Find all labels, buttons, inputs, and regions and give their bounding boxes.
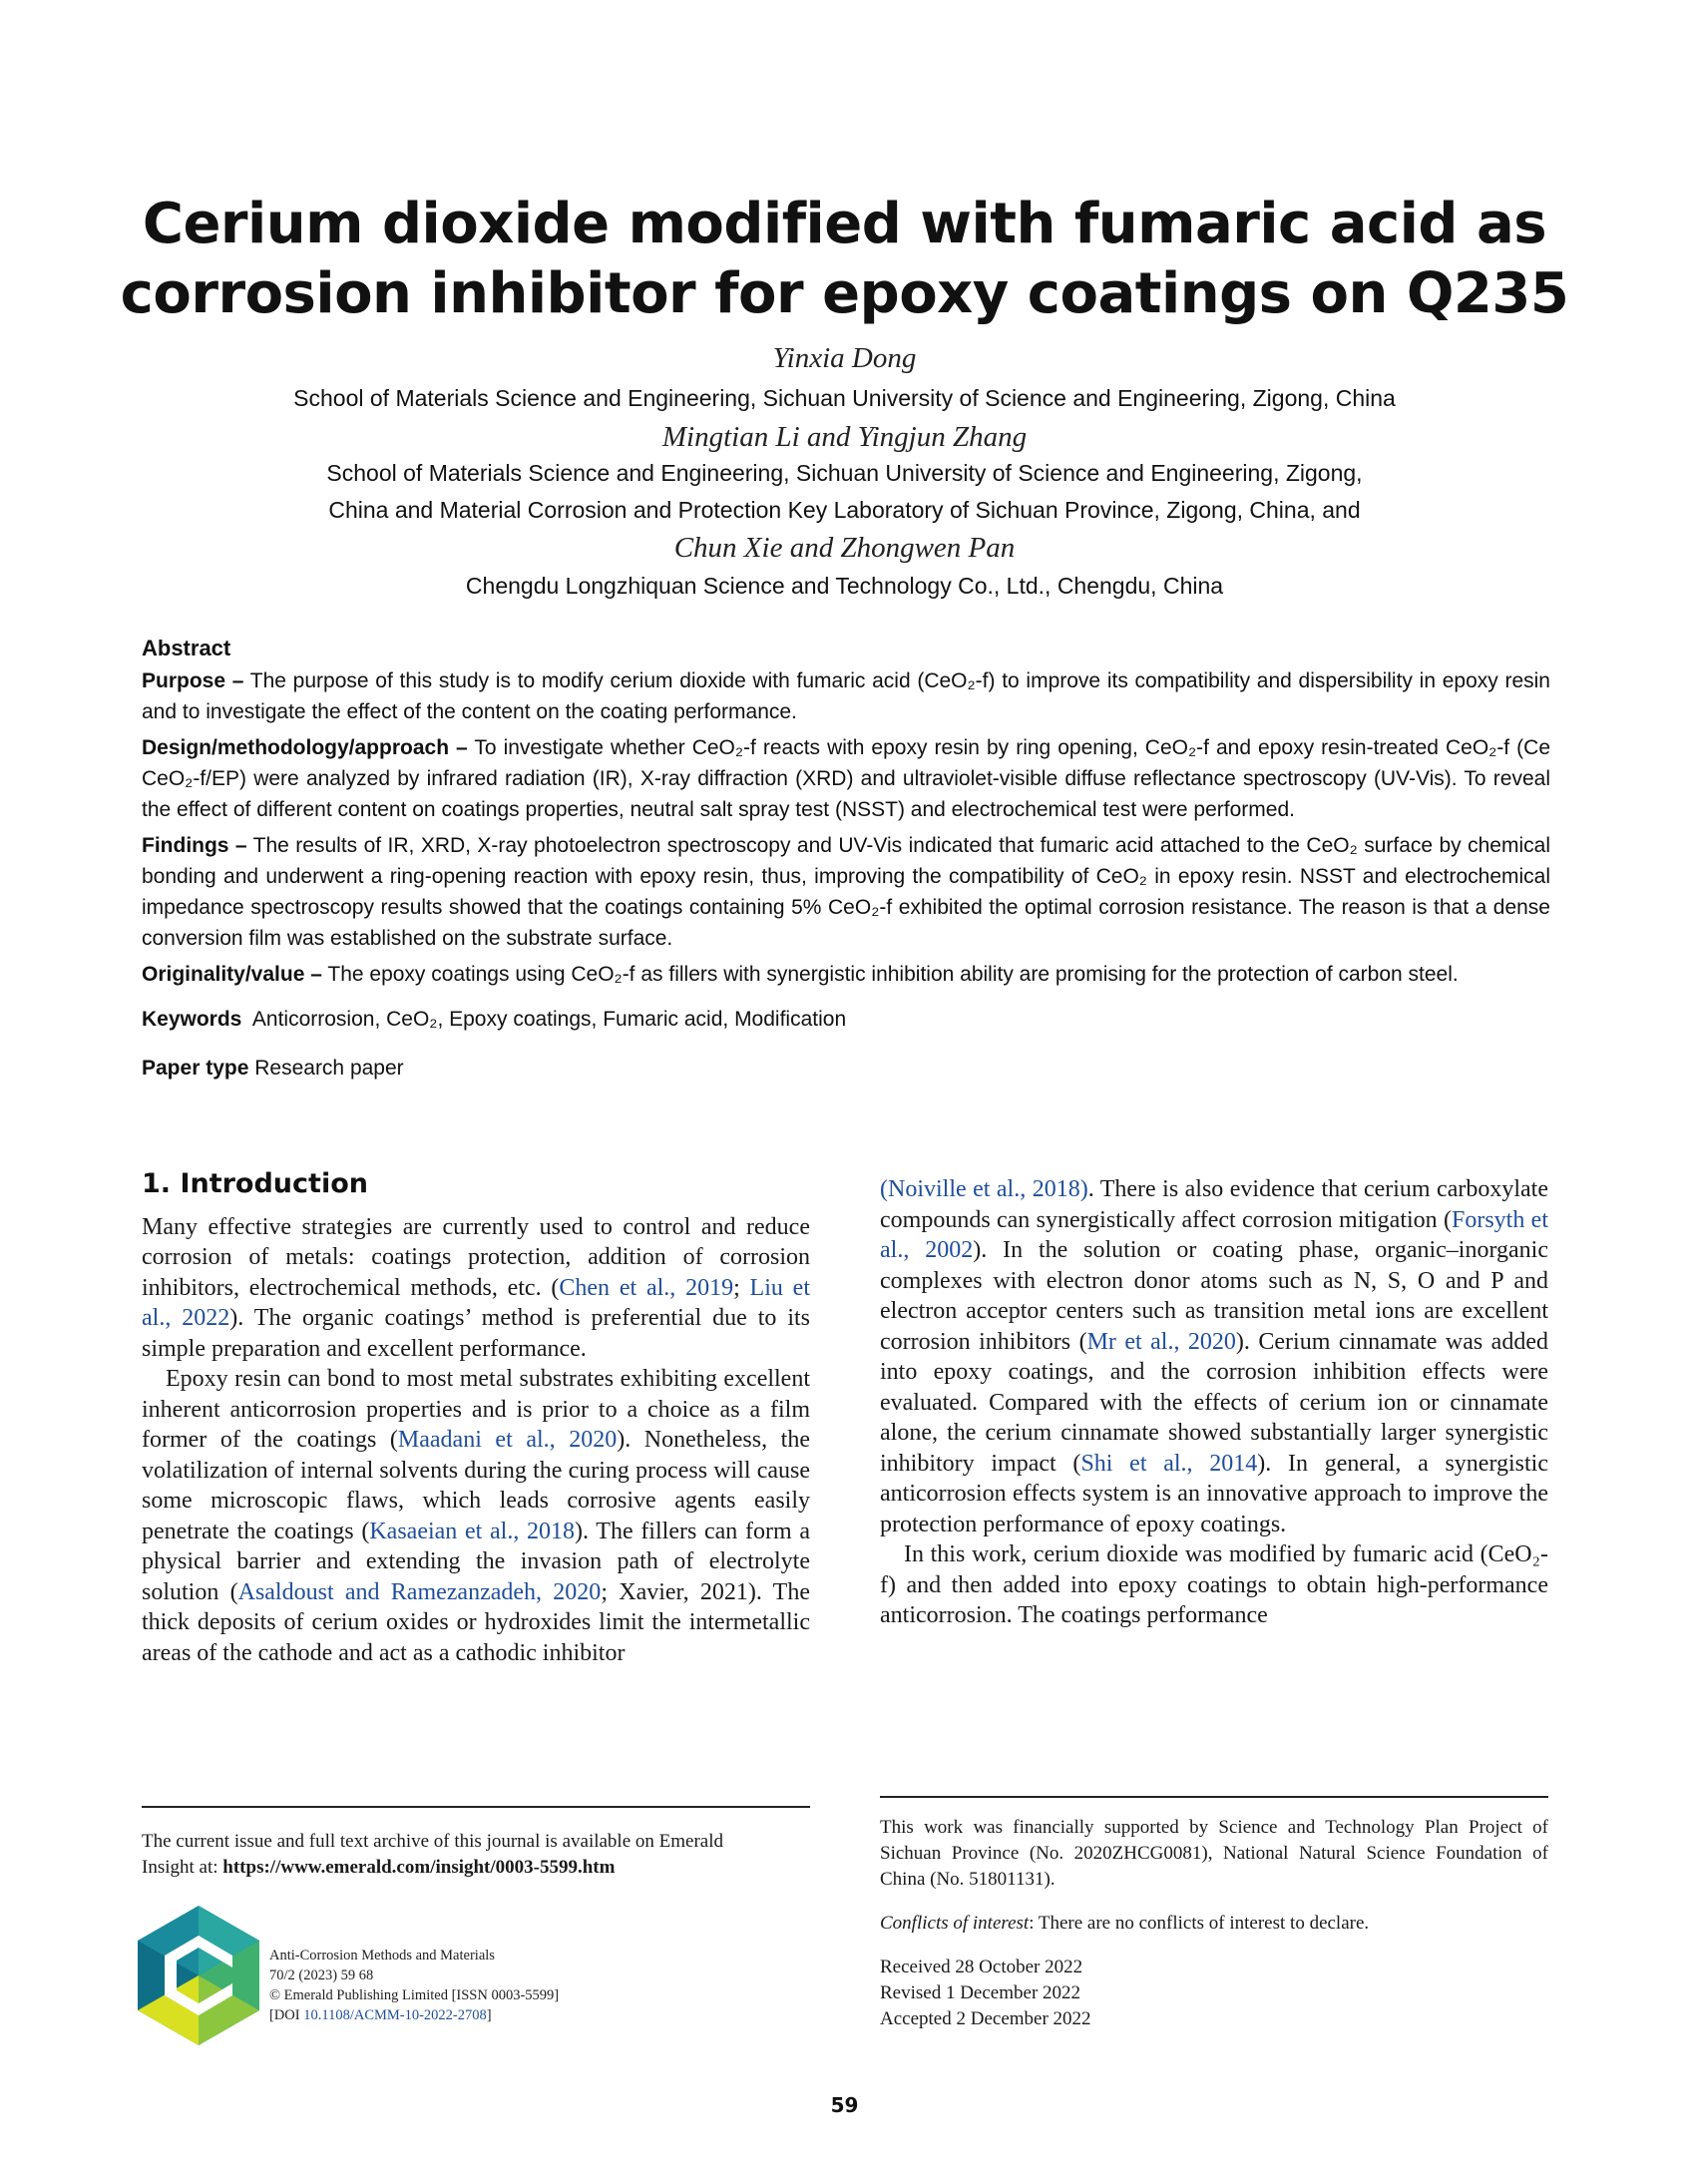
- citation-link[interactable]: Kasaeian et al., 2018: [369, 1518, 576, 1544]
- citation-link[interactable]: Maadani et al., 2020: [397, 1427, 618, 1453]
- footnote-divider-right: [880, 1796, 1548, 1798]
- papertype-text: Research paper: [254, 1057, 404, 1080]
- citation-link[interactable]: Mr et al., 2020: [1086, 1328, 1236, 1355]
- keywords-text: Anticorrosion, CeO₂, Epoxy coatings, Fumaric acid, Modification: [251, 1008, 847, 1031]
- title-line-1: Cerium dioxide modified with fumaric acid as: [142, 192, 1547, 256]
- conflicts-statement: Conflicts of interest: There are no conflicts of interest to declare.: [880, 1913, 1370, 1934]
- citation-link[interactable]: Liu et al., 2022: [142, 1274, 810, 1331]
- accepted-date: Accepted 2 December 2022: [880, 2008, 1091, 2029]
- citation-link[interactable]: Shi et al., 2014: [1080, 1450, 1258, 1477]
- design-text: To investigate whether CeO₂-f reacts with epoxy resin by ring opening, CeO₂-f and epoxy resin-treated CeO₂-f (Ce CeO₂-f/EP) were analyzed by infrared radiation (IR), X-ray diffraction (XRD) and ultraviolet-visible diffuse reflectance spectroscopy (UV-Vis). To reveal the effect of different content on coatings properties, neutral salt spray test (NSST) and electrochemical test were performed.: [142, 736, 1550, 821]
- findings-label: Findings –: [142, 834, 247, 857]
- keywords: [142, 1004, 1550, 1035]
- abstract-design: [142, 732, 1550, 825]
- purpose-label: Purpose –: [142, 669, 244, 692]
- publisher-info: [269, 1946, 559, 2025]
- doi-link[interactable]: 10.1108/ACMM-10-2022-2708: [303, 2007, 487, 2023]
- intro-paragraph-3: (Noiville et al., 2018). There is also evidence that cerium carboxylate compounds can synergistically affect corrosion mitigation (Forsyth et al., 2002). In the solution or coating phase, organic–inorganic complexes with electron donor atoms such as N, S, O and P and electron acceptor centers such as transition metal ions are excellent corrosion inhibitors (Mr et al., 2020). Cerium cinnamate was added into epoxy coatings, and the corrosion inhibition effects were evaluated. Compared with the effects of cerium ion or cinnamate alone, the cerium cinnamate showed substantially larger synergistic inhibitory impact (Shi et al., 2014). In general, a synergistic anticorrosion effects system is an innovative approach to improve the protection performance of epoxy coatings.: [880, 1176, 1548, 1537]
- right-column: [880, 1174, 1548, 1631]
- paper-type: [142, 1053, 1550, 1084]
- journal-issue: 70/2 (2023) 59 68: [269, 1967, 374, 1983]
- affiliation-1: School of Materials Science and Engineering, Sichuan University of Science and Engineering, Zigong, China: [293, 385, 1396, 411]
- citation-link[interactable]: Forsyth et al., 2002: [880, 1206, 1548, 1263]
- author-group-3: Chun Xie and Zhongwen Pan: [673, 532, 1016, 564]
- design-label: Design/methodology/approach –: [142, 736, 468, 759]
- purpose-text: The purpose of this study is to modify cerium dioxide with fumaric acid (CeO₂-f) to improve its compatibility and dispersibility in epoxy resin and to investigate the effect of the content on the coating performance.: [142, 669, 1550, 723]
- author-group-2: Mingtian Li and Yingjun Zhang: [661, 421, 1028, 453]
- page-number: 59: [830, 2093, 859, 2117]
- originality-label: Originality/value –: [142, 963, 322, 986]
- findings-text: The results of IR, XRD, X-ray photoelectron spectroscopy and UV-Vis indicated that fumaric acid attached to the CeO₂ surface by chemical bonding and underwent a ring-opening reaction with epoxy resin, thus, improving the compatibility of CeO₂ in epoxy resin. NSST and electrochemical impedance spectroscopy results showed that the coatings containing 5% CeO₂-f exhibited the optimal corrosion resistance. The reason is that a dense conversion film was established on the substrate surface.: [142, 834, 1550, 950]
- emerald-logo-icon: [138, 1906, 259, 2045]
- affiliation-2b: China and Material Corrosion and Protection Key Laboratory of Sichuan Province, Zigong, China, and: [328, 497, 1361, 523]
- archive-note-line-2: Insight at: https://www.emerald.com/insight/0003-5599.htm: [142, 1857, 616, 1878]
- affiliation-2a: School of Materials Science and Engineering, Sichuan University of Science and Engineering, Zigong,: [326, 460, 1363, 486]
- originality-text: The epoxy coatings using CeO₂-f as fillers with synergistic inhibition ability are promising for the protection of carbon steel.: [327, 963, 1459, 986]
- abstract-heading: Abstract: [142, 636, 231, 660]
- paper-title: [0, 190, 1689, 329]
- revised-date: Revised 1 December 2022: [880, 1982, 1081, 2003]
- footnote-divider-left: [142, 1806, 810, 1808]
- archive-url-link[interactable]: https://www.emerald.com/insight/0003-5599.htm: [222, 1857, 616, 1878]
- doi: [DOI 10.1108/ACMM-10-2022-2708]: [269, 2007, 492, 2023]
- copyright: © Emerald Publishing Limited [ISSN 0003-5599]: [269, 1987, 560, 2003]
- intro-paragraph-2: Epoxy resin can bond to most metal substrates exhibiting excellent inherent anticorrosion properties and is prior to a choice as a film former of the coatings (Maadani et al., 2020). Nonetheless, the volatilization of internal solvents during the curing process will cause some microscopic flaws, which leads corrosive agents easily penetrate the coatings (Kasaeian et al., 2018). The fillers can form a physical barrier and extending the invasion path of electrolyte solution (Asaldoust and Ramezanzadeh, 2020; Xavier, 2021). The thick deposits of cerium oxides or hydroxides limit the intermetallic areas of the cathode and act as a cathodic inhibitor: [142, 1366, 811, 1666]
- author-group-1: Yinxia Dong: [772, 342, 917, 374]
- journal-name: Anti-Corrosion Methods and Materials: [269, 1948, 495, 1964]
- journal-archive-note: [142, 1829, 820, 1881]
- citation-link[interactable]: (Noiville et al., 2018): [880, 1176, 1088, 1202]
- abstract-originality: [142, 959, 1550, 990]
- left-column: [142, 1169, 810, 1668]
- received-date: Received 28 October 2022: [880, 1957, 1083, 1977]
- abstract-purpose: [142, 665, 1550, 727]
- intro-paragraph-4: In this work, cerium dioxide was modified by fumaric acid (CeO₂-f) and then added into epoxy coatings to obtain high-performance anticorrosion. The coatings performance: [880, 1541, 1548, 1628]
- intro-paragraph-1: Many effective strategies are currently used to control and reduce corrosion of metals: coatings protection, addition of corrosion inhibitors, electrochemical methods, etc. (Chen et al., 2019; Liu et al., 2022). The organic coatings’ method is preferential due to its simple preparation and excellent performance.: [142, 1213, 810, 1362]
- citation-link[interactable]: Asaldoust and Ramezanzadeh, 2020: [237, 1578, 602, 1605]
- citation-link[interactable]: Chen et al., 2019: [559, 1274, 734, 1301]
- affiliation-3: Chengdu Longzhiquan Science and Technology Co., Ltd., Chengdu, China: [465, 573, 1224, 599]
- title-line-2: corrosion inhibitor for epoxy coatings on Q235: [120, 261, 1569, 326]
- article-notes: [880, 1815, 1548, 2032]
- section-heading-introduction: 1. Introduction: [142, 1168, 368, 1199]
- keywords-label: Keywords: [142, 1008, 242, 1031]
- archive-note-line-1: The current issue and full text archive of this journal is available on Emerald: [142, 1831, 723, 1852]
- funding-statement: This work was financially supported by Science and Technology Plan Project of Sichuan Province (No. 2020ZHCG0081), National Natural Science Foundation of China (No. 51801131).: [880, 1817, 1548, 1890]
- abstract-findings: [142, 830, 1550, 954]
- papertype-label: Paper type: [142, 1057, 249, 1080]
- abstract: [142, 633, 1550, 1089]
